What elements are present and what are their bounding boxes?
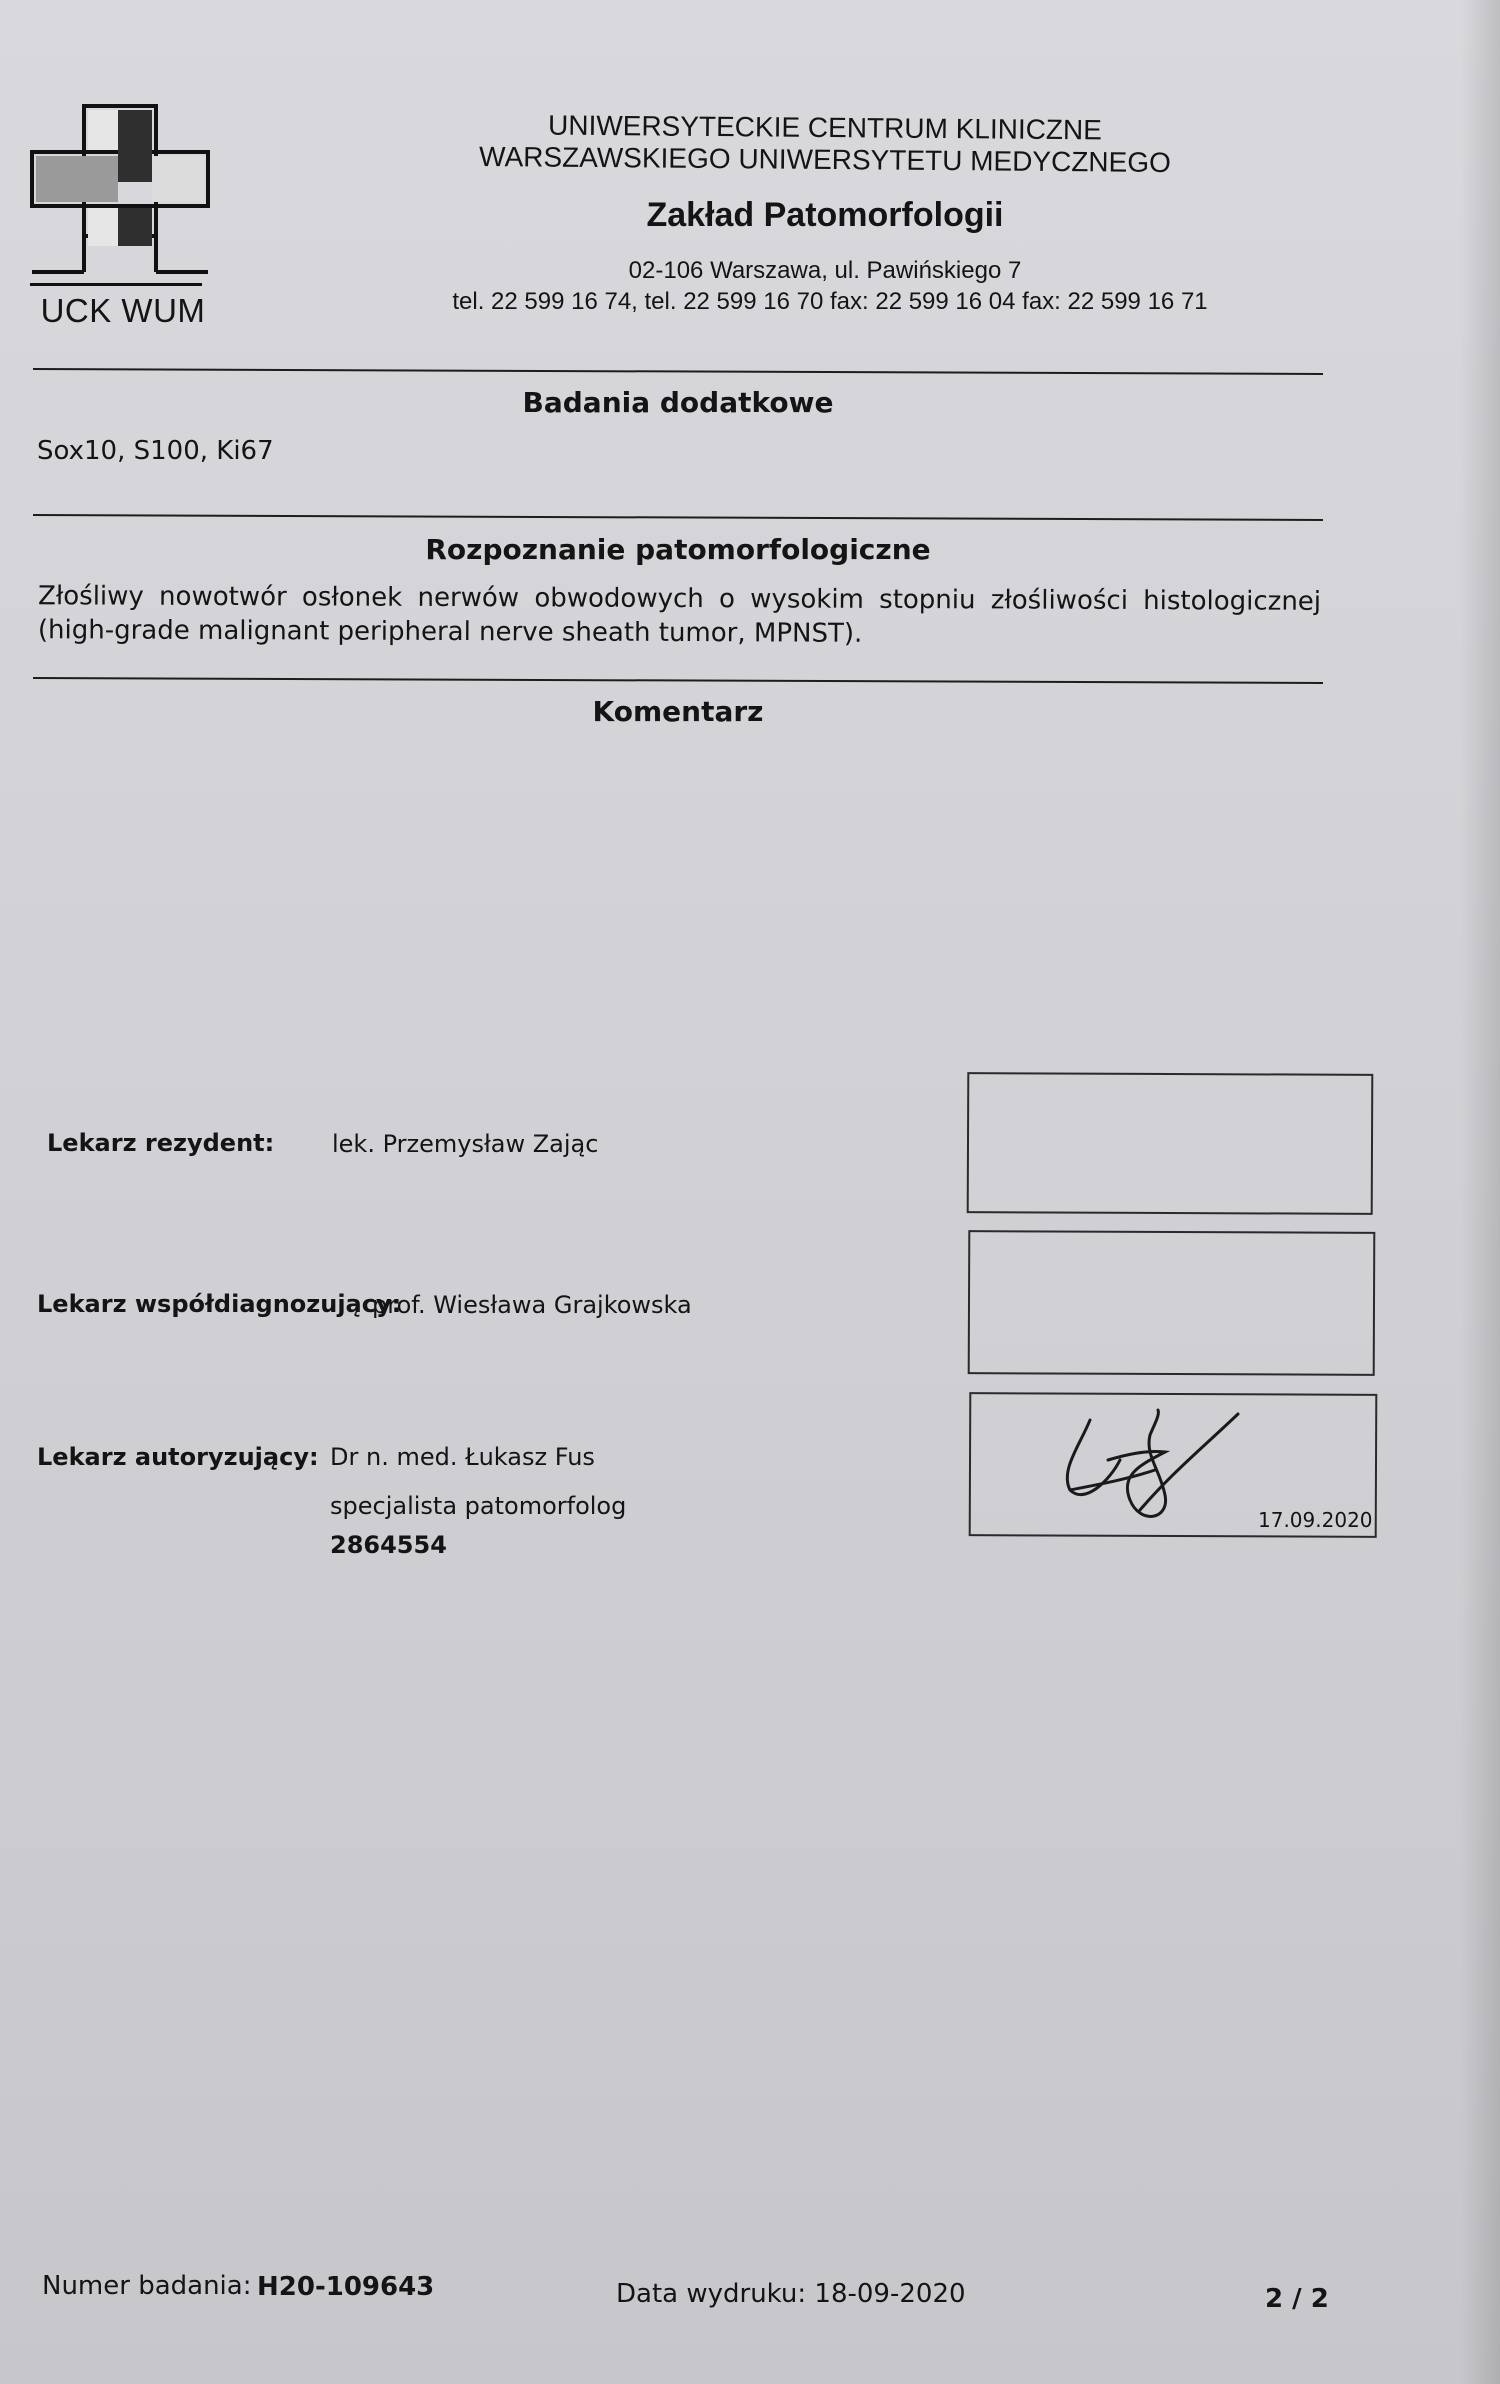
institution-name-line1: UNIWERSYTECKIE CENTRUM KLINICZNE: [547, 109, 1103, 146]
department-phones: tel. 22 599 16 74, tel. 22 599 16 70 fax: 22 599 16 04 fax: 22 599 16 71: [452, 288, 1208, 315]
divider: [33, 368, 1323, 375]
resident-label: Lekarz rezydent:: [47, 1129, 275, 1157]
exam-number-label: Numer badania:: [42, 2271, 252, 2301]
authorizing-label: Lekarz autoryzujący:: [37, 1443, 319, 1471]
authorizing-specialty: specjalista patomorfolog: [330, 1492, 627, 1520]
institution-name-line2: WARSZAWSKIEGO UNIWERSYTETU MEDYCZNEGO: [479, 140, 1171, 179]
resident-name: lek. Przemysław Zając: [332, 1130, 599, 1158]
logo-text: UCK WUM: [40, 292, 206, 329]
co-diagnosing-name: prof. Wiesława Grajkowska: [372, 1291, 692, 1319]
department-title: Zakład Patomorfologii: [646, 196, 1004, 234]
logo-underline: [30, 283, 202, 286]
exam-number-value: H20-109643: [257, 2272, 435, 2302]
signature-date: 17.09.2020: [1258, 1508, 1373, 1532]
divider: [33, 514, 1323, 521]
section-title-additional-tests: Badania dodatkowe: [522, 386, 834, 419]
paper-edge-shadow: [1460, 0, 1500, 2384]
signature-box-co-diagnosing: [968, 1230, 1376, 1376]
co-diagnosing-label: Lekarz współdiagnozujący:: [37, 1290, 402, 1318]
department-address: 02-106 Warszawa, ul. Pawińskiego 7: [628, 257, 1022, 284]
divider: [33, 677, 1323, 684]
section-title-diagnosis: Rozpoznanie patomorfologiczne: [425, 533, 931, 566]
authorizing-license-number: 2864554: [330, 1531, 447, 1559]
print-date: Data wydruku: 18-09-2020: [616, 2279, 966, 2309]
signature-box-resident: [967, 1072, 1374, 1215]
page-number: 2 / 2: [1265, 2284, 1329, 2314]
handwritten-signature: [1050, 1400, 1260, 1540]
authorizing-name: Dr n. med. Łukasz Fus: [330, 1443, 595, 1471]
diagnosis-content: Złośliwy nowotwór osłonek nerwów obwodowych o wysokim stopniu złośliwości histologicznej (high-grade malignant peripheral nerve sheath tumor, MPNST).: [37, 581, 1322, 649]
section-title-comment: Komentarz: [592, 695, 764, 728]
additional-tests-content: Sox10, S100, Ki67: [37, 436, 274, 466]
